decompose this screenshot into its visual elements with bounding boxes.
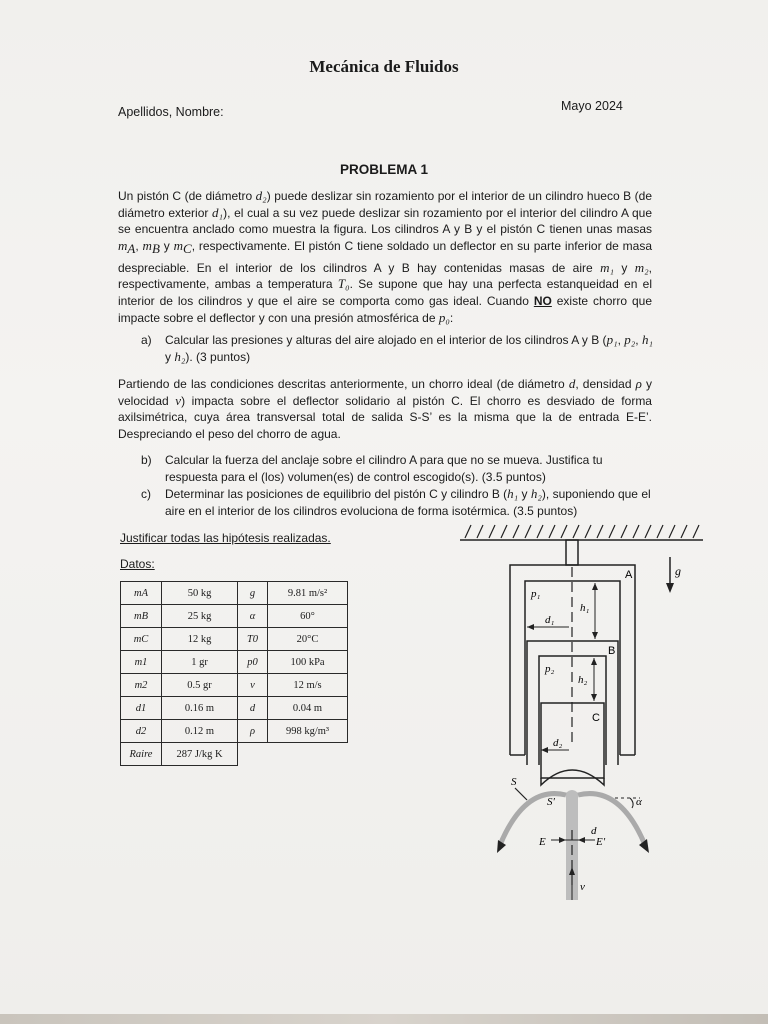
exam-date: Mayo 2024 — [561, 99, 623, 113]
problem-heading: PROBLEMA 1 — [339, 162, 428, 177]
name-label: Apellidos, Nombre: — [118, 105, 224, 119]
question-text: Calcular la fuerza del anclaje sobre el cilindro A para que no se mueva. Justifica tu respuesta para el (los) volumen(es) de control escogido(s). (3.5 puntos) — [165, 453, 603, 484]
data-table-cell — [238, 743, 268, 766]
data-table-cell: mA — [121, 582, 162, 605]
data-table-row — [121, 605, 348, 628]
justify-note: Justificar todas las hipótesis realizadas. — [120, 531, 331, 545]
label-v: v — [580, 881, 585, 893]
data-table-cell: d — [238, 697, 268, 720]
text-run: Un pistón C (de diámetro — [118, 189, 256, 203]
symbol-sub: A — [127, 241, 136, 257]
page-bottom-edge — [0, 1014, 768, 1024]
label-a: A — [625, 569, 633, 581]
data-table-cell: 100 kPa — [268, 651, 348, 674]
data-table-cell: m1 — [121, 651, 162, 674]
symbol: h₂ — [174, 348, 186, 364]
question-label: a) — [141, 333, 152, 347]
symbol: m — [118, 237, 128, 253]
text-run: : — [449, 310, 454, 325]
data-heading: Datos: — [120, 557, 155, 571]
data-table-cell: 287 J/kg K — [162, 743, 238, 766]
data-table-cell: 1 gr — [162, 651, 238, 674]
emphasis-no: NO — [533, 293, 552, 308]
data-table-cell: 12 kg — [162, 628, 238, 651]
text-run: ), el cual a su vez puede deslizar sin rozamiento por el interior del cilindro A que se encuentra anclado como muestra la figura. Los cilindros A y B y el pistón C tienen unas masas — [118, 205, 653, 237]
symbol: h₂ — [530, 486, 542, 501]
data-table-cell: mC — [121, 628, 162, 651]
label-alpha: α — [636, 796, 642, 808]
data-table-cell: m2 — [121, 674, 162, 697]
text-run: ) puede deslizar sin rozamiento por el interior de un cilindro hueco B (de diámetro exterior — [118, 189, 653, 220]
symbol: v — [175, 392, 182, 408]
data-table-cell: 0.04 m — [268, 697, 348, 720]
text-run: y — [159, 238, 174, 253]
ceiling-hatch — [465, 525, 699, 538]
data-table-row — [121, 674, 348, 697]
jet-left-branch — [500, 794, 566, 845]
label-e-prime: E′ — [596, 836, 606, 848]
symbol: T₀ — [337, 276, 350, 292]
text-run: Partiendo de las condiciones descritas anteriormente, un chorro ideal (de diámetro — [118, 377, 569, 391]
question-a — [141, 332, 653, 365]
label-d2: d₂ — [553, 737, 563, 749]
symbol: d₂ — [255, 188, 267, 203]
data-table-cell: ρ — [238, 720, 268, 743]
symbol: ρ — [635, 376, 642, 391]
label-p1: p₁ — [531, 588, 541, 600]
label-d1: d₁ — [545, 614, 555, 626]
data-table-cell: 9.81 m/s² — [268, 582, 348, 605]
text-run: , densidad — [575, 377, 636, 391]
symbol: h₁ — [507, 486, 519, 501]
label-b: B — [608, 645, 616, 657]
label-h1: h₁ — [580, 602, 590, 614]
symbol: p₁ — [606, 332, 618, 347]
label-p2: p₂ — [545, 663, 555, 675]
text-run: . Se supone que hay una perfecta estanqueidad en el interior de los cilindros y que el aire se comporta como gas ideal. Cuando — [118, 277, 652, 308]
piston-cylinder-figure — [455, 515, 710, 900]
text-run: , respectivamente. El pistón C tiene soldado un deflector en su parte inferior de masa despreciable. En el interior de los cilindros A y B hay contenidas masas de aire — [118, 238, 653, 275]
text-run: Calcular las presiones y alturas del aire alojado en el interior de los cilindros A y B ( — [165, 333, 607, 347]
page-title: Mecánica de Fluidos — [309, 57, 459, 76]
data-table-cell: d2 — [121, 720, 162, 743]
text-run: ). (3 puntos) — [185, 349, 251, 364]
text-run: ), suponiendo que el aire en el interior de los cilindros evoluciona de forma isotérmica. (3.5 puntos) — [165, 487, 651, 518]
symbol: m — [142, 237, 152, 253]
data-table-cell: 998 kg/m³ — [268, 720, 348, 743]
symbol: p₀ — [438, 309, 450, 325]
data-table-cell: g — [238, 582, 268, 605]
data-table-row — [121, 743, 348, 766]
text-run: ) impacta sobre el deflector solidario al pistón C. El chorro es desviado de forma axilsimétrica, cuya área transversal total de salida S-S’ es la misma que la de entrada E-E’. Despreciando el peso del chorro de agua. — [118, 393, 652, 441]
text-run: y — [165, 349, 175, 364]
data-table — [120, 581, 348, 766]
question-label: b) — [141, 453, 152, 467]
label-g: g — [675, 564, 681, 578]
data-table-cell: 12 m/s — [268, 674, 348, 697]
data-table-cell: 20°C — [268, 628, 348, 651]
symbol: h₁ — [641, 332, 653, 347]
data-table-cell: 25 kg — [162, 605, 238, 628]
question-label: c) — [141, 487, 151, 501]
symbol: d₁ — [212, 204, 224, 220]
data-table-cell: T0 — [238, 628, 268, 651]
data-table-row — [121, 720, 348, 743]
data-table-cell: v — [238, 674, 268, 697]
data-table-cell: 0.12 m — [162, 720, 238, 743]
text-run: , — [617, 333, 625, 347]
text-run: y velocidad — [118, 377, 652, 408]
text-run: Determinar las posiciones de equilibrio del pistón C y cilindro B ( — [165, 487, 508, 501]
symbol: d — [568, 376, 576, 391]
label-e: E — [539, 836, 546, 848]
label-d: d — [591, 825, 597, 837]
data-table-cell: 60° — [268, 605, 348, 628]
text-run: existe chorro que impacte sobre el deflector y con una presión atmosférica de — [118, 293, 652, 325]
symbol-sub: C — [183, 241, 192, 257]
text-run: , — [135, 238, 143, 253]
jet-statement — [118, 376, 652, 442]
data-table-cell — [268, 743, 348, 766]
label-h2: h₂ — [578, 674, 588, 686]
data-table-cell: α — [238, 605, 268, 628]
data-table-cell: 50 kg — [162, 582, 238, 605]
problem-statement — [118, 188, 652, 326]
symbol: p₂ — [624, 332, 636, 347]
data-table-cell: mB — [121, 605, 162, 628]
text-run: y — [518, 487, 531, 501]
label-s-prime: S′ — [547, 796, 555, 808]
label-s: S — [511, 776, 517, 788]
text-run: , respectivamente, ambas a temperatura — [118, 260, 652, 292]
data-table-row — [121, 582, 348, 605]
data-table-cell: Raire — [121, 743, 162, 766]
text-run: , — [635, 333, 642, 347]
data-table-row — [121, 651, 348, 674]
data-table-cell: d1 — [121, 697, 162, 720]
question-b — [141, 452, 653, 485]
symbol: m₂ — [634, 259, 649, 275]
data-table-cell: 0.16 m — [162, 697, 238, 720]
data-table-cell: p0 — [238, 651, 268, 674]
symbol-sub: B — [151, 241, 160, 257]
data-table-cell: 0.5 gr — [162, 674, 238, 697]
data-table-row — [121, 697, 348, 720]
jet-right-branch — [578, 794, 645, 845]
label-c: C — [592, 712, 600, 724]
anchor-rod — [566, 540, 578, 565]
text-run: y — [613, 260, 635, 275]
data-table-row — [121, 628, 348, 651]
symbol: m₁ — [600, 259, 614, 275]
symbol: m — [173, 237, 184, 253]
